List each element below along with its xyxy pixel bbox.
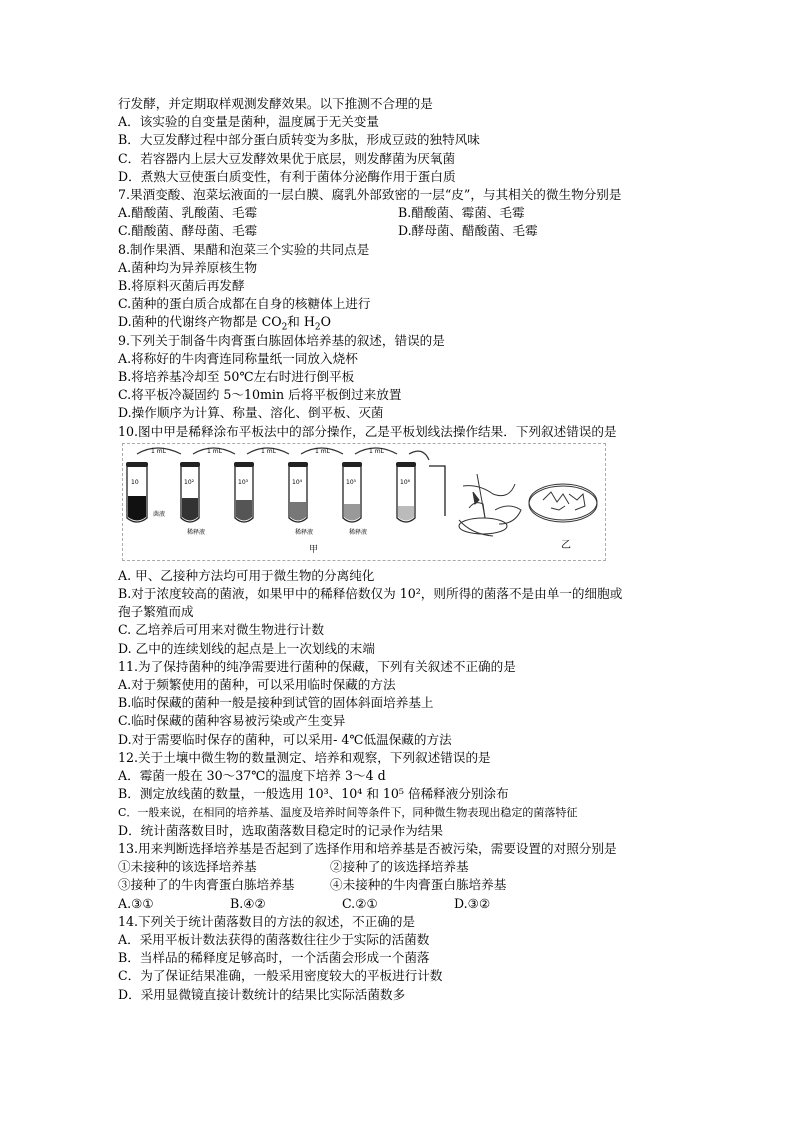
option-c: C．若容器内上层大豆发酵效果优于底层，则发酵菌为厌氧菌 <box>118 150 456 166</box>
question-14 <box>118 913 678 1004</box>
dilution-figure <box>122 443 606 561</box>
tube-label: 10⁶ <box>400 478 411 486</box>
tube-cap <box>126 462 148 467</box>
question-7 <box>118 186 678 241</box>
tube-liquid <box>290 502 306 521</box>
question-12 <box>118 749 678 840</box>
option-d: D.酵母菌、醋酸菌、毛霉 <box>398 223 538 239</box>
tube-liquid <box>128 496 146 521</box>
option-a: A．霉菌一般在 30～37℃的温度下培养 3～4 d <box>118 768 386 784</box>
question-stem: 8.制作果酒、果醋和泡菜三个实验的共同点是 <box>118 241 370 257</box>
arrow-label: 1 mL <box>315 447 330 455</box>
subscript: 2 <box>314 322 321 333</box>
q6-continued <box>118 95 678 186</box>
option-d: D.操作顺序为计算、称量、溶化、倒平板、灭菌 <box>118 405 384 421</box>
option-c: C.菌种的蛋白质合成都在自身的核糖体上进行 <box>118 296 371 312</box>
item-2: ②接种了的该选择培养基 <box>330 859 469 875</box>
arrow-label: 1 mL <box>369 447 384 455</box>
tube-liquid <box>182 498 198 521</box>
option-b: B.将原料灭菌后再发酵 <box>118 278 245 294</box>
question-stem: 7.果酒变酸、泡菜坛液面的一层白膜、腐乳外部致密的一层“皮”，与其相关的微生物分别是 <box>118 187 622 203</box>
tube-label: 10⁴ <box>292 478 303 486</box>
test-tube <box>429 466 445 516</box>
option-a: A.③① <box>118 895 154 911</box>
option-b: B．大豆发酵过程中部分蛋白质转变为多肽，形成豆豉的独特风味 <box>118 132 480 148</box>
question-8 <box>118 241 678 332</box>
question-11 <box>118 658 678 749</box>
option-d: D.③② <box>454 895 491 911</box>
dilution-label: 稀释液 <box>349 528 368 536</box>
tube-label: 10² <box>184 478 195 486</box>
tube-label: 10⁵ <box>346 478 357 486</box>
option-c: C.将平板冷凝固约 5～10min 后将平板倒过来放置 <box>118 387 402 403</box>
option-b: B．当样品的稀释度足够高时，一个活菌会形成一个菌落 <box>118 950 430 966</box>
option-row <box>118 204 678 222</box>
option-a: A. 甲、乙接种方法均可用于微生物的分离纯化 <box>118 567 375 583</box>
question-stem: 10.图中甲是稀释涂布平板法中的部分操作，乙是平板划线法操作结果．下列叙述错误的是 <box>118 423 617 439</box>
question-13 <box>118 840 678 913</box>
option-d: D．煮熟大豆使蛋白质变性，有利于菌体分泌酶作用于蛋白质 <box>118 168 456 184</box>
question-stem: 11.为了保持菌种的纯净需要进行菌种的保藏，下列有关叙述不正确的是 <box>118 658 516 674</box>
option-d-text: D.菌种的代谢终产物都是 CO <box>118 314 282 330</box>
option-a: A.对于频繁使用的菌种，可以采用临时保藏的方法 <box>118 677 396 693</box>
item-3: ③接种了的牛肉膏蛋白胨培养基 <box>118 877 295 893</box>
option-b: B.④② <box>230 895 266 911</box>
first-tube-label: 菌液 <box>153 510 166 518</box>
subscript: 2 <box>281 322 288 333</box>
option-d: D．采用显微镜直接计数统计的结果比实际活菌数多 <box>118 986 406 1002</box>
tube-cap <box>234 462 254 467</box>
text-line: 行发酵，并定期取样观测发酵效果。以下推测不合理的是 <box>118 96 433 111</box>
option-c: C.临时保藏的菌种容易被污染或产生变异 <box>118 713 346 729</box>
option-b: B.临时保藏的菌种一般是接种到试管的固体斜面培养基上 <box>118 695 434 711</box>
question-stem: 13.用来判断选择培养基是否起到了选择作用和培养基是否被污染，需要设置的对照分别是 <box>118 840 617 856</box>
tube-liquid <box>398 506 414 521</box>
option-d: D．统计菌落数目时，选取菌落数目稳定时的记录作为结果 <box>118 822 443 838</box>
tube-liquid <box>344 504 360 521</box>
option-b: B.对于浓度较高的菌液，如果甲中的稀释倍数仅为 10²，则所得的菌落不是由单一的细胞或 <box>118 586 623 602</box>
option-a: A．该实验的自变量是菌种，温度属于无关变量 <box>118 114 379 130</box>
tube-cap <box>396 462 416 467</box>
question-stem: 14.下列关于统计菌落数目的方法的叙述，不正确的是 <box>118 913 416 929</box>
item-row <box>118 876 678 894</box>
option-c: C.②① <box>342 895 378 911</box>
option-d-text: O <box>320 314 331 330</box>
exam-page <box>118 95 678 1004</box>
option-c: C．一般来说，在相同的培养基、温度及培养时间等条件下，同种微生物表现出稳定的菌落特征 <box>118 805 578 819</box>
option-a: A.菌种均为异养原核生物 <box>118 259 258 275</box>
option-b: B．测定放线菌的数量，一般选用 10³、10⁴ 和 10⁵ 倍稀释液分别涂布 <box>118 786 509 802</box>
tube-cap <box>180 462 200 467</box>
tube-cap <box>342 462 362 467</box>
question-10 <box>118 423 678 658</box>
streak-plate <box>529 484 597 522</box>
option-d-text: 和 H <box>287 314 315 330</box>
option-d: D. 乙中的连续划线的起点是上一次划线的末端 <box>118 640 375 656</box>
figure-svg <box>123 444 605 560</box>
tube-liquid <box>236 500 252 521</box>
item-row <box>118 858 678 876</box>
option-c: C. 乙培养后可用来对微生物进行计数 <box>118 622 325 638</box>
arrow-label: 1 mL <box>151 447 166 455</box>
option-a: A.醋酸菌、乳酸菌、毛霉 <box>118 205 258 221</box>
question-9 <box>118 332 678 423</box>
question-stem: 12.关于土壤中微生物的数量测定、培养和观察，下列叙述错误的是 <box>118 749 491 765</box>
arrow-label: 1 mL <box>261 447 276 455</box>
option-c: C.醋酸菌、酵母菌、毛霉 <box>118 223 258 239</box>
dilution-label: 稀释液 <box>295 528 314 536</box>
dilution-label: 稀释液 <box>187 528 206 536</box>
option-row <box>118 895 678 913</box>
option-a: A.将称好的牛肉膏连同称量纸一同放入烧杯 <box>118 350 358 366</box>
tube-cap <box>288 462 308 467</box>
option-a: A．采用平板计数法获得的菌落数往往少于实际的活菌数 <box>118 931 430 947</box>
tube-label: 10³ <box>238 478 249 486</box>
option-c: C．为了保证结果准确，一般采用密度较大的平板进行计数 <box>118 968 443 984</box>
item-1: ①未接种的该选择培养基 <box>118 859 257 875</box>
option-d: D.对于需要临时保存的菌种，可以采用- 4℃低温保藏的方法 <box>118 731 452 747</box>
option-b: B.醋酸菌、霉菌、毛霉 <box>398 205 525 221</box>
option-d <box>118 313 678 331</box>
tube-label: 10 <box>131 478 139 486</box>
transfer-arrow <box>409 451 429 460</box>
option-row <box>118 222 678 240</box>
label-jia: 甲 <box>309 544 319 555</box>
question-stem: 9.下列关于制备牛肉膏蛋白胨固体培养基的叙述，错误的是 <box>118 332 445 348</box>
label-yi: 乙 <box>561 539 571 551</box>
item-4: ④未接种的牛肉膏蛋白胨培养基 <box>330 877 507 893</box>
arrow-label: 1 mL <box>207 447 222 455</box>
option-b: B.将培养基冷却至 50℃左右时进行倒平板 <box>118 369 355 385</box>
spreading-illustration <box>459 474 521 536</box>
option-b-continued: 孢子繁殖而成 <box>118 604 194 620</box>
